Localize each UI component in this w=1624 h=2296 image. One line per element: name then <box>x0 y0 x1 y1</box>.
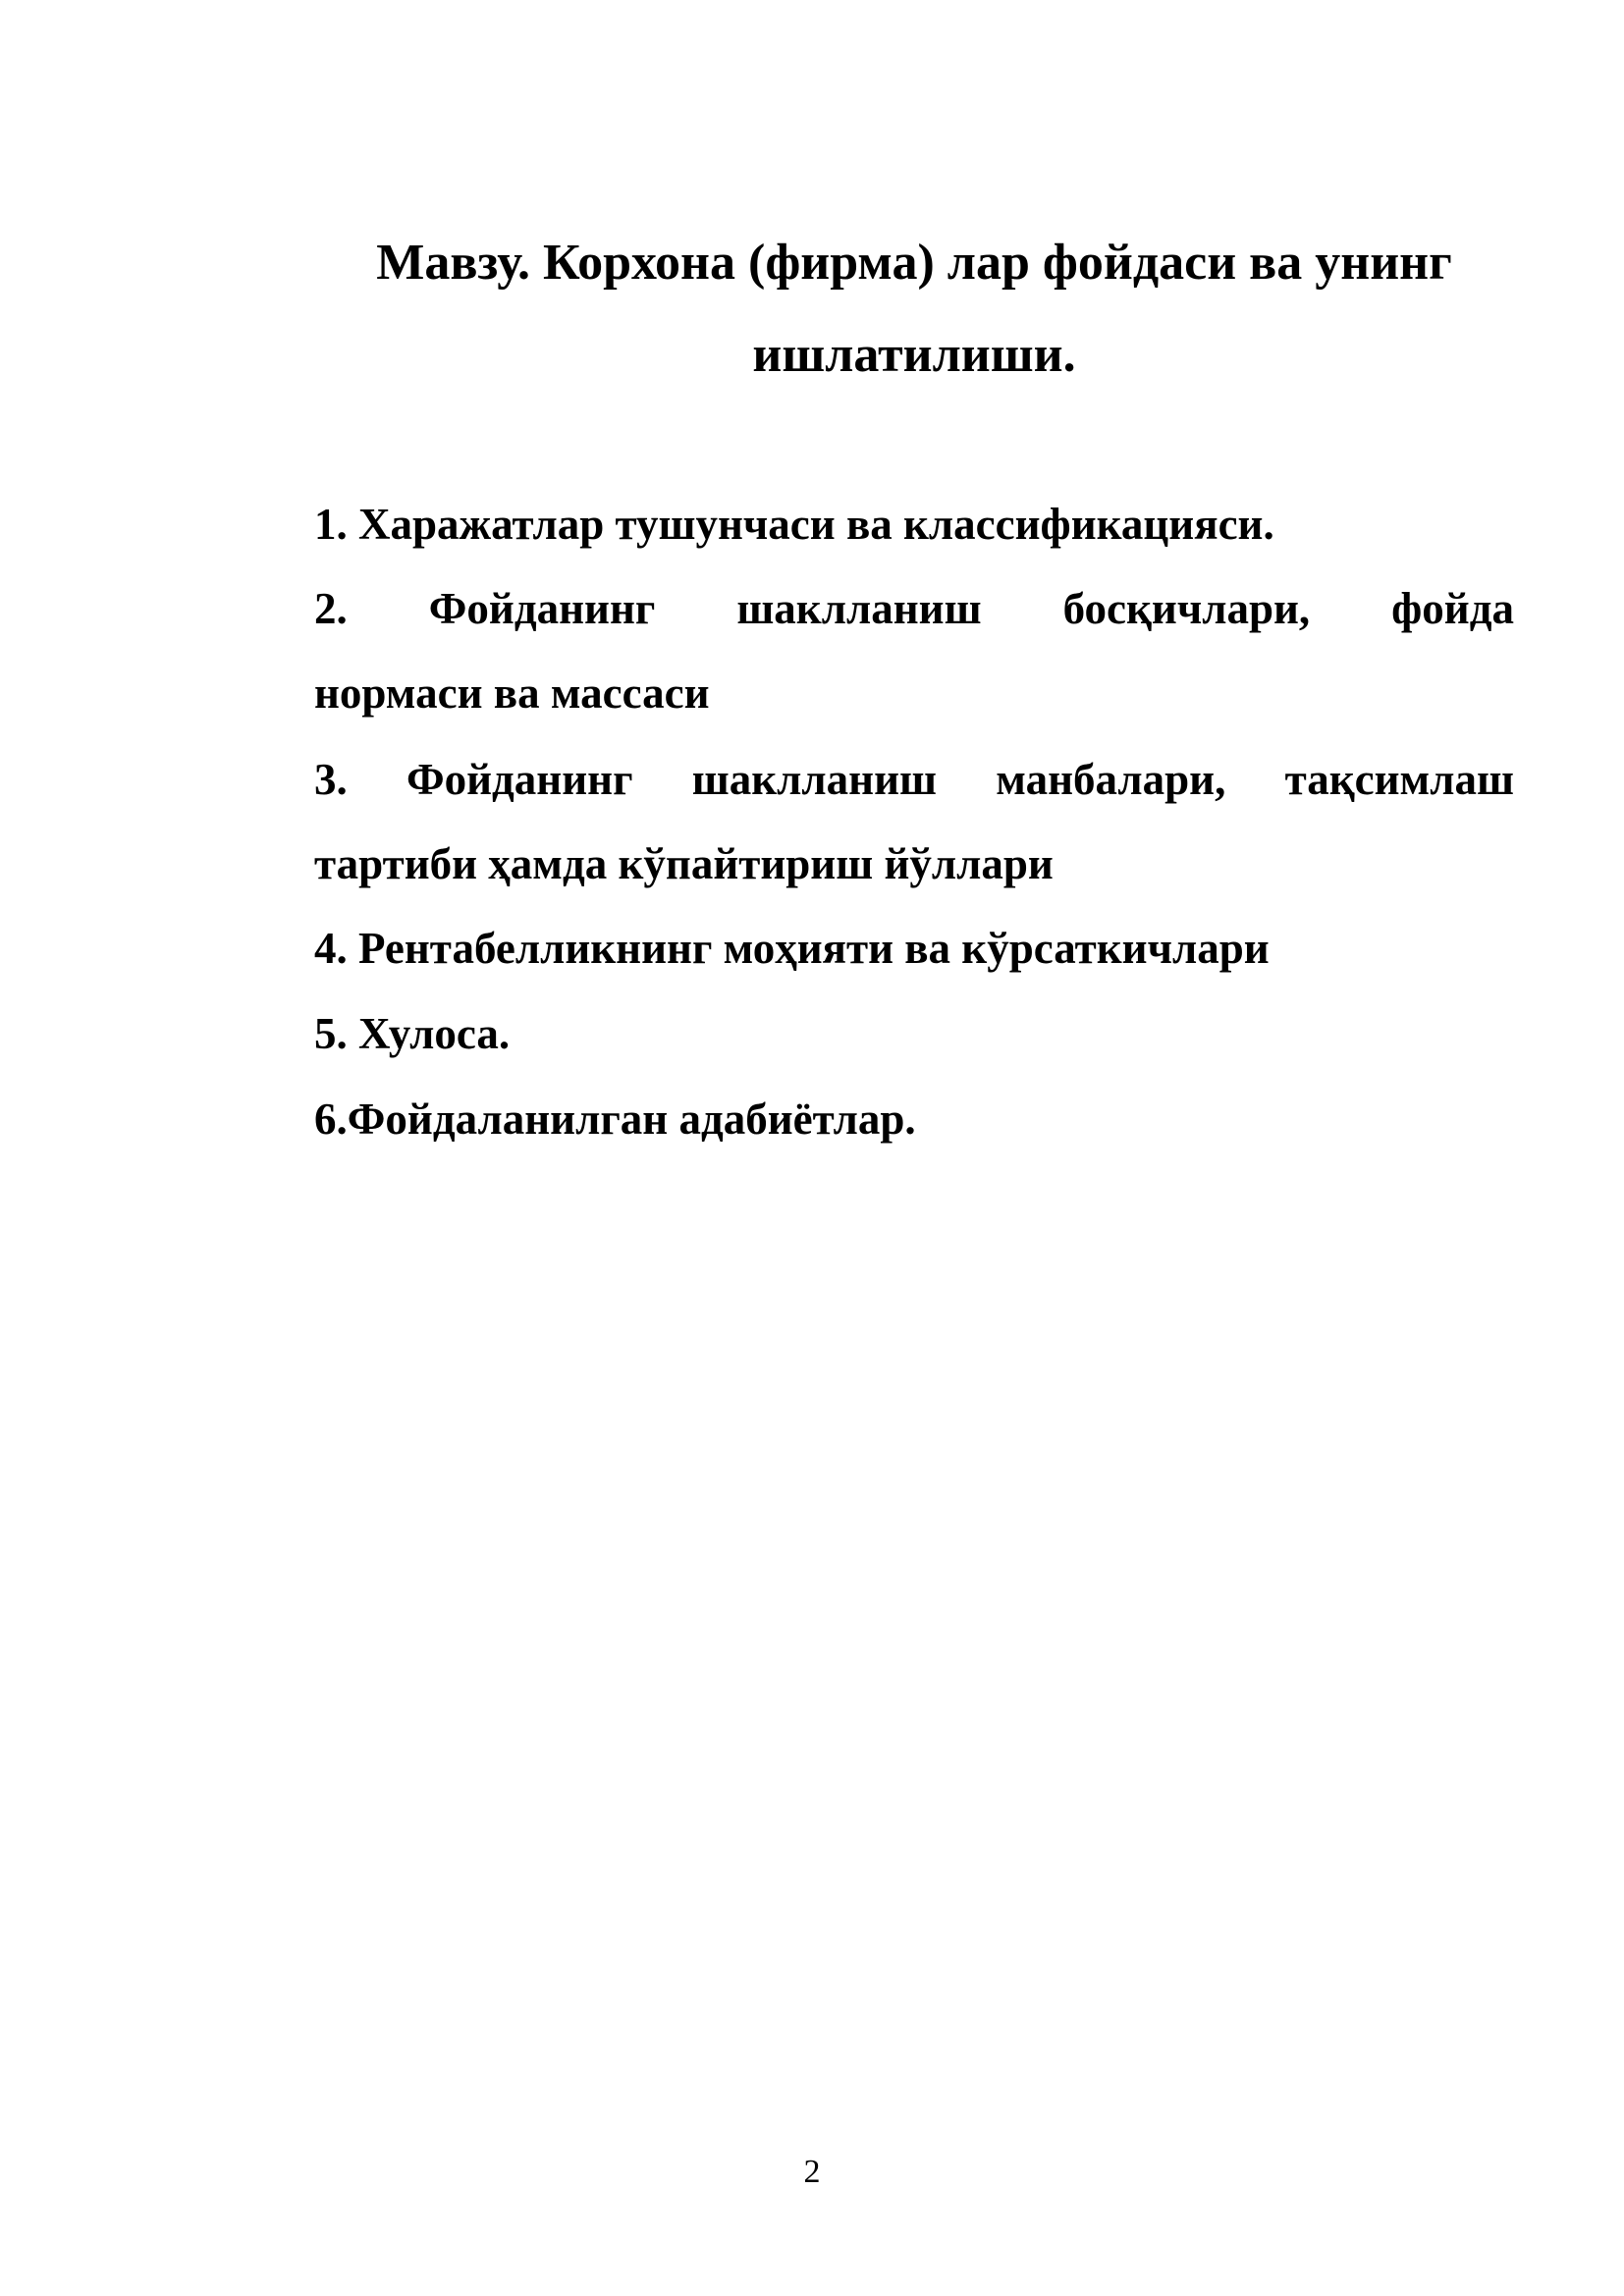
toc-item-3-word-1: 3. <box>314 755 348 804</box>
toc-item-1: 1. Харажатлар тушунчаси ва классификацияси. <box>314 500 1274 549</box>
toc-item-2-line-1 <box>314 583 1514 634</box>
toc-item-4: 4. Рентабелликнинг моҳияти ва кўрсаткичлари <box>314 924 1270 973</box>
toc-item-3-word-5: тақсимлаш <box>1284 755 1514 804</box>
title-line-1: Мавзу. Корхона (фирма) лар фойдаси ва унинг <box>376 235 1452 291</box>
toc-item-3-word-4: манбалари, <box>996 755 1226 804</box>
toc-item-3-word-3: шаклланиш <box>691 755 938 804</box>
toc-item-2-word-4: босқичлари, <box>1062 584 1311 633</box>
toc-item-6: 6.Фойдаланилган адабиётлар. <box>314 1095 916 1144</box>
toc-item-2-word-1: 2. <box>314 584 348 633</box>
toc-item-3-line-2: тартиби ҳамда кўпайтириш йўллари <box>314 839 1054 888</box>
toc-item-2-line-2: нормаси ва массаси <box>314 668 710 718</box>
toc-item-2-word-3: шаклланиш <box>736 584 982 633</box>
toc-item-3-line-1 <box>314 754 1514 805</box>
toc-item-5: 5. Хулоса. <box>314 1009 511 1058</box>
toc-item-2-word-5: фойда <box>1391 584 1514 633</box>
title-line-2: ишлатилиши. <box>752 327 1076 383</box>
page-number: 2 <box>803 2154 821 2190</box>
toc-item-3-word-2: Фойданинг <box>406 755 633 804</box>
toc-item-2-word-2: Фойданинг <box>428 584 656 633</box>
